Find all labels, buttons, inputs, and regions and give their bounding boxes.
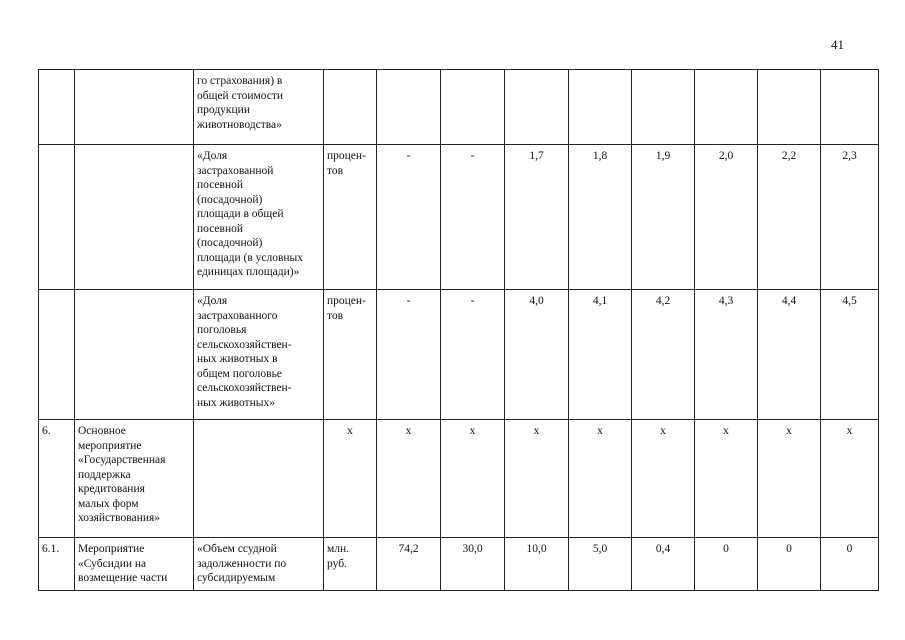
indicator-line: площади (в условных: [197, 251, 304, 264]
indicator-line: общей стоимости: [197, 89, 284, 102]
value-cell: -: [441, 145, 505, 290]
indicator-line: ных животных»: [197, 396, 275, 409]
value-cell: 1,7: [505, 145, 569, 290]
event-cell: [75, 70, 194, 145]
value-cell: х: [377, 420, 441, 538]
value-cell: 0: [695, 538, 758, 591]
value-cell: 0,4: [632, 538, 695, 591]
table-row: [39, 70, 879, 145]
value-cell: 0: [821, 538, 879, 591]
value-cell: [632, 70, 695, 145]
value-cell: [821, 70, 879, 145]
event-cell: [75, 290, 194, 420]
table-row: [39, 538, 879, 591]
row-number-cell: 6.1.: [39, 538, 75, 591]
event-line: хозяйствования»: [78, 512, 161, 524]
indicator-line: задолженности по: [197, 557, 287, 570]
indicator-line: площади в общей: [197, 208, 284, 220]
value-cell: 1,9: [632, 145, 695, 290]
value-cell: [569, 70, 632, 145]
value-cell: [441, 70, 505, 145]
event-line: «Государственная: [78, 454, 166, 466]
value-cell: х: [758, 420, 821, 538]
value-cell: [377, 70, 441, 145]
unit-cell: [324, 290, 377, 420]
indicator-cell: [194, 70, 324, 145]
value-cell: х: [632, 420, 695, 538]
value-cell: 2,0: [695, 145, 758, 290]
unit-line: млн.: [327, 543, 350, 555]
indicator-line: «Доля: [197, 150, 228, 162]
value-cell: х: [441, 420, 505, 538]
value-cell: [758, 70, 821, 145]
unit-line: процен-: [327, 295, 366, 307]
page-number: 41: [831, 37, 844, 52]
value-cell: 1,8: [569, 145, 632, 290]
value-cell: х: [324, 420, 377, 538]
value-cell: 4,3: [695, 290, 758, 420]
event-line: Мероприятие: [78, 543, 145, 555]
indicator-line: сельскохозяйствен-: [197, 382, 292, 394]
indicator-line: (посадочной): [197, 193, 263, 206]
value-cell: 4,5: [821, 290, 879, 420]
table-row: [39, 420, 879, 538]
unit-cell: [324, 70, 377, 145]
table-row: [39, 145, 879, 290]
unit-line: тов: [327, 164, 344, 177]
indicator-line: застрахованной: [197, 164, 274, 177]
indicator-cell: [194, 420, 324, 538]
indicator-line: (посадочной): [197, 237, 263, 249]
indicator-line: общем поголовье: [197, 367, 282, 380]
value-cell: х: [505, 420, 569, 538]
value-cell: -: [377, 290, 441, 420]
indicator-cell: [194, 145, 324, 290]
event-cell: [75, 145, 194, 290]
indicator-cell: [194, 538, 324, 591]
value-cell: -: [377, 145, 441, 290]
indicator-line: «Объем ссудной: [197, 543, 277, 555]
indicator-line: субсидируемым: [197, 572, 276, 584]
value-cell: 0: [758, 538, 821, 591]
indicator-line: сельскохозяйствен-: [197, 338, 292, 351]
indicator-line: поголовья: [197, 324, 247, 336]
event-line: кредитования: [78, 483, 145, 495]
event-cell: [75, 538, 194, 591]
event-line: поддержка: [78, 468, 131, 481]
row-number-cell: [39, 145, 75, 290]
unit-cell: [324, 538, 377, 591]
value-cell: 5,0: [569, 538, 632, 591]
value-cell: 10,0: [505, 538, 569, 591]
value-cell: х: [695, 420, 758, 538]
value-cell: 30,0: [441, 538, 505, 591]
unit-line: тов: [327, 309, 344, 322]
unit-line: руб.: [327, 557, 347, 570]
event-line: мероприятие: [78, 439, 142, 452]
indicator-cell: [194, 290, 324, 420]
value-cell: [695, 70, 758, 145]
row-number-cell: [39, 290, 75, 420]
event-line: «Субсидии на: [78, 557, 147, 570]
value-cell: 4,1: [569, 290, 632, 420]
value-cell: -: [441, 290, 505, 420]
value-cell: 4,2: [632, 290, 695, 420]
indicator-line: «Доля: [197, 295, 228, 307]
value-cell: х: [821, 420, 879, 538]
table-row: [39, 290, 879, 420]
program-indicators-table: [38, 69, 879, 591]
indicator-line: животноводства»: [197, 118, 282, 131]
value-cell: 4,4: [758, 290, 821, 420]
value-cell: [505, 70, 569, 145]
value-cell: 2,3: [821, 145, 879, 290]
value-cell: 74,2: [377, 538, 441, 591]
indicator-line: единицах площади)»: [197, 266, 300, 278]
row-number-cell: [39, 70, 75, 145]
indicator-line: ных животных в: [197, 353, 278, 365]
value-cell: 2,2: [758, 145, 821, 290]
event-cell: [75, 420, 194, 538]
indicator-line: го страхования) в: [197, 75, 283, 87]
event-line: Основное: [78, 425, 126, 437]
unit-cell: [324, 145, 377, 290]
indicator-line: застрахованного: [197, 309, 278, 322]
indicator-line: продукции: [197, 104, 250, 116]
value-cell: 4,0: [505, 290, 569, 420]
unit-line: процен-: [327, 150, 366, 162]
indicator-line: посевной: [197, 179, 244, 191]
row-number-cell: 6.: [39, 420, 75, 538]
value-cell: х: [569, 420, 632, 538]
event-line: возмещение части: [78, 572, 168, 584]
indicator-line: посевной: [197, 222, 244, 235]
event-line: малых форм: [78, 497, 139, 510]
